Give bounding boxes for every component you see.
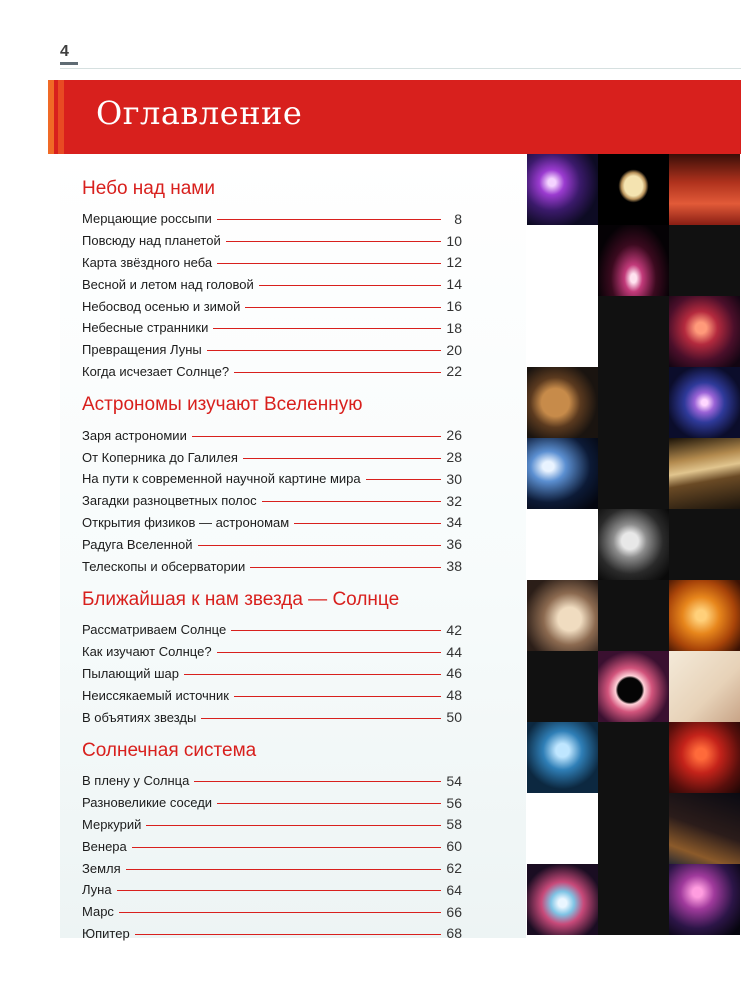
light-beam-image bbox=[598, 225, 669, 296]
section-title: Астрономы изучают Вселенную bbox=[82, 394, 363, 416]
sun-surface-image bbox=[669, 580, 740, 651]
toc-entry-page: 60 bbox=[446, 838, 462, 855]
saturn-image bbox=[598, 154, 669, 225]
toc-entry[interactable] bbox=[82, 468, 462, 490]
toc-entry-page: 50 bbox=[446, 709, 462, 726]
dot-leader bbox=[184, 674, 441, 675]
black-tile bbox=[669, 225, 740, 296]
toc-entry-page: 12 bbox=[446, 254, 462, 271]
toc-entry-label: Венера bbox=[82, 838, 127, 854]
deep-space-image bbox=[669, 864, 740, 935]
table-of-contents bbox=[82, 176, 462, 954]
dot-leader bbox=[119, 912, 441, 913]
solar-eclipse-image bbox=[598, 651, 669, 722]
toc-entry-label: Карта звёздного неба bbox=[82, 254, 213, 270]
toc-entry[interactable] bbox=[82, 317, 462, 339]
toc-entry-label: Луна bbox=[82, 882, 112, 898]
dot-leader bbox=[117, 890, 441, 891]
toc-section bbox=[82, 392, 462, 577]
toc-entry-label: Заря астрономии bbox=[82, 427, 187, 443]
black-tile bbox=[669, 509, 740, 580]
toc-entry-page: 42 bbox=[446, 621, 462, 638]
dot-leader bbox=[234, 372, 441, 373]
toc-entry-label: Мерцающие россыпи bbox=[82, 211, 212, 227]
toc-entry-label: Когда исчезает Солнце? bbox=[82, 363, 230, 379]
dot-leader bbox=[135, 934, 441, 935]
dot-leader bbox=[234, 696, 441, 697]
dot-leader bbox=[201, 718, 441, 719]
page-number: 4 bbox=[60, 43, 78, 65]
toc-entry-label: Неиссякаемый источник bbox=[82, 687, 229, 703]
toc-entry[interactable] bbox=[82, 619, 462, 641]
lava-surface-image bbox=[669, 722, 740, 793]
dot-leader bbox=[217, 652, 441, 653]
historic-chart-image bbox=[669, 651, 740, 722]
toc-entry-label: В объятиях звезды bbox=[82, 709, 197, 725]
black-tile bbox=[598, 438, 669, 509]
dot-leader bbox=[243, 458, 441, 459]
toc-entry[interactable] bbox=[82, 923, 462, 945]
planet-surface-image bbox=[669, 154, 740, 225]
dot-leader bbox=[366, 479, 441, 480]
dot-leader bbox=[217, 263, 441, 264]
nebula-image bbox=[527, 154, 598, 225]
toc-entry-label: От Коперника до Галилея bbox=[82, 449, 238, 465]
dot-leader bbox=[207, 350, 441, 351]
top-divider bbox=[60, 68, 741, 69]
spiral-galaxy-image bbox=[669, 367, 740, 438]
toc-entry-label: Пылающий шар bbox=[82, 665, 179, 681]
toc-entry-label: На пути к современной научной картине мира bbox=[82, 471, 361, 487]
astronaut-image bbox=[598, 509, 669, 580]
toc-entry-label: Превращения Луны bbox=[82, 342, 202, 358]
toc-entry-page: 8 bbox=[454, 210, 462, 227]
toc-entry-label: Открытия физиков — астрономам bbox=[82, 514, 290, 530]
toc-entry[interactable] bbox=[82, 857, 462, 879]
toc-entry[interactable] bbox=[82, 663, 462, 685]
toc-entry[interactable] bbox=[82, 361, 462, 383]
toc-entry-page: 38 bbox=[446, 558, 462, 575]
toc-entry[interactable] bbox=[82, 424, 462, 446]
toc-entry-label: Как изучают Солнце? bbox=[82, 644, 212, 660]
black-tile bbox=[598, 580, 669, 651]
dot-leader bbox=[146, 825, 441, 826]
header-accent-stripe bbox=[48, 80, 54, 154]
toc-entry[interactable] bbox=[82, 555, 462, 577]
dot-leader bbox=[217, 219, 441, 220]
dot-leader bbox=[262, 501, 441, 502]
dot-leader bbox=[231, 630, 441, 631]
toc-section bbox=[82, 176, 462, 382]
toc-entry-label: Повсюду над планетой bbox=[82, 233, 221, 249]
section-title: Ближайшая к нам звезда — Солнце bbox=[82, 588, 400, 610]
toc-entry-page: 44 bbox=[446, 643, 462, 660]
toc-entry[interactable] bbox=[82, 792, 462, 814]
meteor-shower-image bbox=[669, 793, 740, 864]
toc-entry-page: 10 bbox=[446, 232, 462, 249]
toc-entry-label: Небесные странники bbox=[82, 320, 209, 336]
dot-leader bbox=[294, 523, 441, 524]
toc-entry[interactable] bbox=[82, 273, 462, 295]
toc-entry-label: Загадки разноцветных полос bbox=[82, 493, 257, 509]
dot-leader bbox=[213, 328, 441, 329]
black-tile bbox=[598, 864, 669, 935]
section-title: Солнечная система bbox=[82, 739, 257, 761]
black-tile bbox=[598, 722, 669, 793]
dot-leader bbox=[192, 436, 441, 437]
toc-entry[interactable] bbox=[82, 533, 462, 555]
toc-entry[interactable] bbox=[82, 339, 462, 361]
toc-entry-page: 48 bbox=[446, 687, 462, 704]
toc-entry-page: 32 bbox=[446, 492, 462, 509]
toc-entry[interactable] bbox=[82, 879, 462, 901]
toc-entry-label: Меркурий bbox=[82, 816, 142, 832]
comet-image bbox=[527, 438, 598, 509]
black-tile bbox=[527, 651, 598, 722]
astronomer-globe-image bbox=[527, 367, 598, 438]
toc-entry-page: 20 bbox=[446, 341, 462, 358]
header-accent-stripe bbox=[58, 80, 64, 154]
toc-entry-page: 30 bbox=[446, 470, 462, 487]
toc-entry-label: Земля bbox=[82, 860, 121, 876]
toc-entry[interactable] bbox=[82, 512, 462, 534]
dot-leader bbox=[217, 803, 441, 804]
toc-entry[interactable] bbox=[82, 252, 462, 274]
section-title: Небо над нами bbox=[82, 178, 215, 199]
toc-entry-page: 58 bbox=[446, 816, 462, 833]
black-tile bbox=[598, 367, 669, 438]
space-probe-image bbox=[527, 580, 598, 651]
toc-section bbox=[82, 738, 462, 944]
toc-entry-label: Разновеликие соседи bbox=[82, 795, 213, 811]
toc-entry-page: 46 bbox=[446, 665, 462, 682]
toc-entry-label: Радуга Вселенной bbox=[82, 536, 193, 552]
toc-entry-page: 14 bbox=[446, 276, 462, 293]
dot-leader bbox=[132, 847, 441, 848]
toc-entry-label: Небосвод осенью и зимой bbox=[82, 298, 241, 314]
toc-entry[interactable] bbox=[82, 446, 462, 468]
toc-entry-label: Юпитер bbox=[82, 925, 130, 941]
toc-entry[interactable] bbox=[82, 641, 462, 663]
black-tile bbox=[598, 296, 669, 367]
toc-entry-label: Телескопы и обсерватории bbox=[82, 558, 246, 574]
toc-entry[interactable] bbox=[82, 706, 462, 728]
toc-entry-page: 22 bbox=[446, 363, 462, 380]
toc-entry-page: 56 bbox=[446, 794, 462, 811]
toc-entry-page: 36 bbox=[446, 536, 462, 553]
toc-entry[interactable] bbox=[82, 770, 462, 792]
toc-entry-page: 16 bbox=[446, 298, 462, 315]
toc-entry-label: В плену у Солнца bbox=[82, 773, 190, 789]
toc-entry[interactable] bbox=[82, 490, 462, 512]
toc-entry-page: 18 bbox=[446, 319, 462, 336]
dot-leader bbox=[226, 241, 441, 242]
toc-entry-page: 26 bbox=[446, 427, 462, 444]
toc-entry[interactable] bbox=[82, 814, 462, 836]
toc-entry-label: Марс bbox=[82, 904, 114, 920]
toc-section bbox=[82, 587, 462, 728]
toc-entry-page: 34 bbox=[446, 514, 462, 531]
toc-entry-label: Весной и летом над головой bbox=[82, 276, 254, 292]
planet-rings-image bbox=[669, 438, 740, 509]
dot-leader bbox=[194, 781, 441, 782]
toc-entry-label: Рассматриваем Солнце bbox=[82, 622, 227, 638]
spacewalk-image bbox=[527, 722, 598, 793]
toc-entry[interactable] bbox=[82, 230, 462, 252]
helix-nebula-image bbox=[527, 864, 598, 935]
red-nebula-image bbox=[669, 296, 740, 367]
dot-leader bbox=[245, 307, 441, 308]
dot-leader bbox=[198, 545, 442, 546]
toc-entry[interactable] bbox=[82, 208, 462, 230]
toc-entry-page: 54 bbox=[446, 772, 462, 789]
dot-leader bbox=[126, 869, 441, 870]
toc-entry[interactable] bbox=[82, 835, 462, 857]
toc-entry-page: 64 bbox=[446, 881, 462, 898]
toc-entry-page: 28 bbox=[446, 449, 462, 466]
dot-leader bbox=[259, 285, 441, 286]
toc-entry-page: 68 bbox=[446, 925, 462, 942]
toc-entry[interactable] bbox=[82, 901, 462, 923]
toc-entry-page: 66 bbox=[446, 903, 462, 920]
toc-entry-page: 62 bbox=[446, 860, 462, 877]
toc-entry[interactable] bbox=[82, 684, 462, 706]
page-title: Оглавление bbox=[96, 94, 303, 132]
black-tile bbox=[598, 793, 669, 864]
toc-entry[interactable] bbox=[82, 295, 462, 317]
dot-leader bbox=[250, 567, 441, 568]
